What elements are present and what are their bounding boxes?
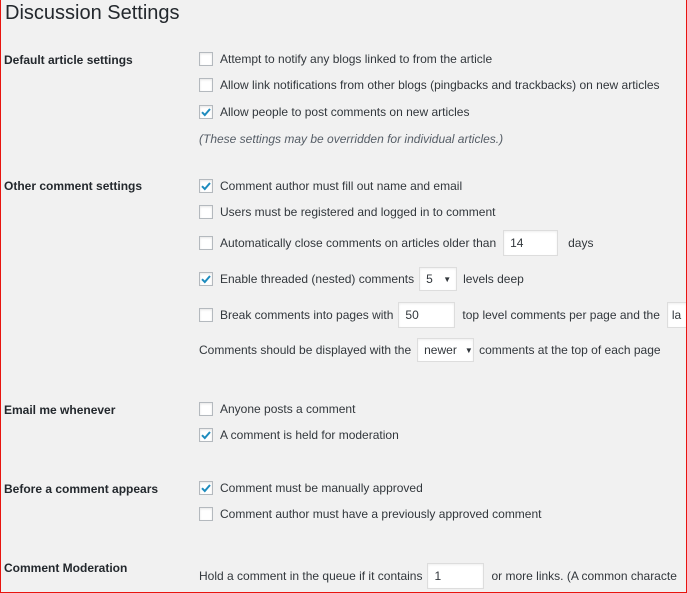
notify-linked-blogs-label[interactable]: Attempt to notify any blogs linked to from the article: [220, 52, 493, 66]
notify-linked-blogs-row: [199, 47, 492, 71]
moderation-links-input[interactable]: 1: [427, 563, 484, 589]
moderation-links-row: [199, 563, 677, 589]
notify-linked-blogs-checkbox[interactable]: [199, 52, 213, 66]
override-note-row: [199, 127, 503, 151]
comment-order-value: newer: [424, 343, 457, 357]
allow-comments-row: [199, 100, 469, 124]
auto-close-row: [199, 230, 593, 256]
manual-approve-checkbox[interactable]: [199, 481, 213, 495]
email-moderation-checkbox[interactable]: [199, 428, 213, 442]
threaded-suffix: levels deep: [463, 272, 524, 286]
thread-depth-select[interactable]: [419, 267, 457, 291]
auto-close-days-input[interactable]: 14: [503, 230, 558, 256]
email-any-comment-label[interactable]: Anyone posts a comment: [220, 402, 356, 416]
comments-per-page-input[interactable]: 50: [398, 302, 455, 328]
paged-suffix: top level comments per page and the: [462, 308, 660, 322]
registered-row: [199, 200, 495, 224]
allow-comments-checkbox[interactable]: [199, 105, 213, 119]
order-row: [199, 338, 661, 362]
prev-approved-label[interactable]: Comment author must have a previously approved comment: [220, 507, 542, 521]
allow-comments-label[interactable]: Allow people to post comments on new articles: [220, 105, 470, 119]
email-moderation-label[interactable]: A comment is held for moderation: [220, 428, 399, 442]
paged-checkbox[interactable]: [199, 308, 213, 322]
page-title: Discussion Settings: [5, 2, 180, 24]
comment-order-select[interactable]: [417, 338, 474, 362]
manual-approve-row: [199, 476, 423, 500]
registered-checkbox[interactable]: [199, 205, 213, 219]
allow-pingbacks-label[interactable]: Allow link notifications from other blogs (pingbacks and trackbacks) on new articles: [220, 78, 660, 92]
chevron-down-icon: ▼: [443, 274, 452, 284]
other-comment-settings-label: Other comment settings: [4, 179, 143, 193]
default-page-select[interactable]: la: [667, 302, 687, 328]
email-moderation-row: [199, 423, 399, 447]
prev-approved-row: [199, 502, 542, 526]
thread-depth-value: 5: [426, 272, 433, 286]
moderation-links-label: Hold a comment in the queue if it contains: [199, 569, 423, 583]
prev-approved-checkbox[interactable]: [199, 507, 213, 521]
auto-close-days-suffix: days: [568, 236, 594, 250]
author-fill-row: [199, 174, 462, 198]
author-fill-label[interactable]: Comment author must fill out name and email: [220, 179, 463, 193]
order-label: Comments should be displayed with the: [199, 343, 412, 357]
auto-close-label[interactable]: Automatically close comments on articles older than: [220, 236, 497, 250]
paged-label[interactable]: Break comments into pages with: [220, 308, 394, 322]
order-suffix: comments at the top of each page: [479, 343, 661, 357]
override-note: (These settings may be overridden for individual articles.): [199, 132, 504, 146]
email-any-comment-checkbox[interactable]: [199, 402, 213, 416]
author-fill-checkbox[interactable]: [199, 179, 213, 193]
threaded-label[interactable]: Enable threaded (nested) comments: [220, 272, 415, 286]
threaded-row: [199, 267, 524, 291]
auto-close-checkbox[interactable]: [199, 236, 213, 250]
threaded-checkbox[interactable]: [199, 272, 213, 286]
paged-row: [199, 302, 687, 328]
email-any-comment-row: [199, 397, 355, 421]
allow-pingbacks-checkbox[interactable]: [199, 78, 213, 92]
before-appears-label: Before a comment appears: [4, 482, 159, 496]
default-article-settings-label: Default article settings: [4, 53, 133, 67]
allow-pingbacks-row: [199, 73, 660, 97]
email-me-label: Email me whenever: [4, 403, 116, 417]
moderation-links-suffix: or more links. (A common characte: [491, 569, 677, 583]
registered-label[interactable]: Users must be registered and logged in to comment: [220, 205, 496, 219]
chevron-down-icon: ▼: [464, 345, 473, 355]
manual-approve-label[interactable]: Comment must be manually approved: [220, 481, 423, 495]
comment-moderation-label: Comment Moderation: [4, 561, 128, 575]
